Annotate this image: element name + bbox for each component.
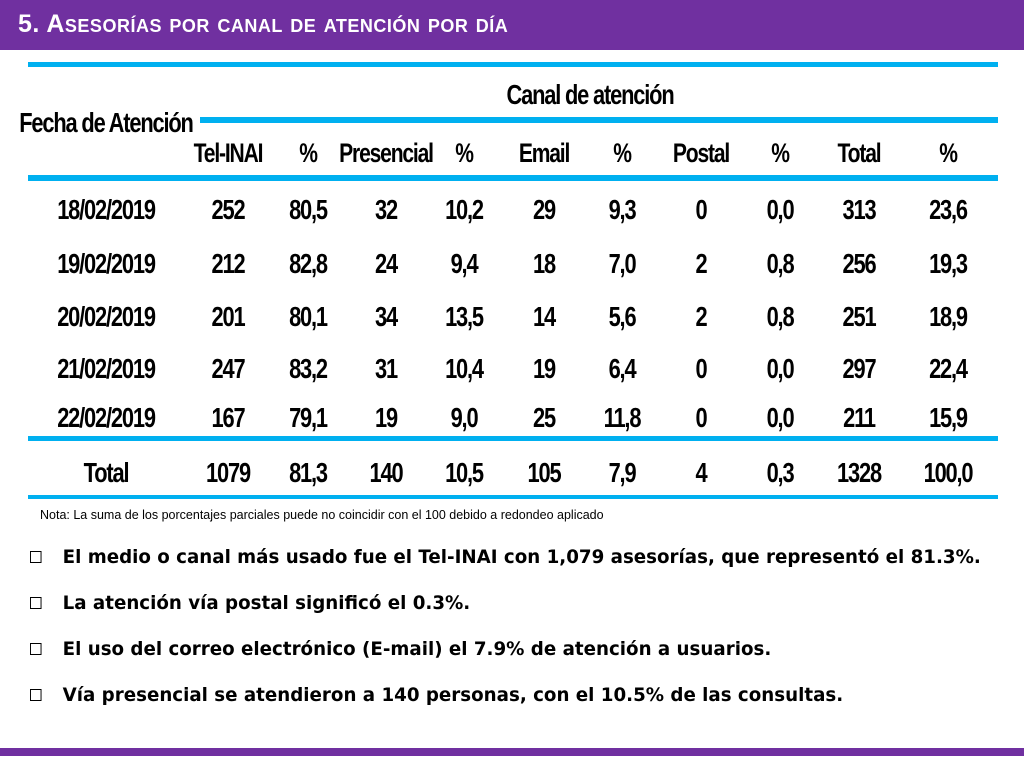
column-header: Tel-INAI <box>193 137 263 168</box>
table-cell: 23,6 <box>929 194 967 225</box>
checkbox-bullet-icon <box>30 643 42 655</box>
table-cell: 212 <box>211 248 245 279</box>
bullet-text: El medio o canal más usado fue el Tel-INAI con 1,079 asesorías, que representó el 81.3%. <box>62 546 981 568</box>
table-cell: 211 <box>843 402 875 433</box>
table-cell: 252 <box>211 194 245 225</box>
table-cell: 5,6 <box>608 301 636 332</box>
column-header: % <box>455 137 473 168</box>
table-cell: 0,8 <box>766 248 794 279</box>
table-cell: 0,0 <box>766 353 794 384</box>
total-cell: 10,5 <box>445 457 483 488</box>
table-cell: 80,5 <box>289 194 327 225</box>
slide-title: 5. Asesorías por canal de atención por día <box>18 10 509 38</box>
table-cell: 7,0 <box>608 248 636 279</box>
table-rule <box>28 175 998 181</box>
total-cell: 105 <box>527 457 561 488</box>
table-cell: 24 <box>375 248 397 279</box>
table-cell: 0 <box>695 353 707 384</box>
column-header: Postal <box>672 137 730 168</box>
column-header: % <box>771 137 789 168</box>
table-cell: 22,4 <box>929 353 967 384</box>
total-cell: 1328 <box>837 457 881 488</box>
table-cell: 29 <box>533 194 555 225</box>
table-cell: 9,0 <box>450 402 478 433</box>
data-table <box>19 62 998 498</box>
table-cell: 32 <box>375 194 397 225</box>
table-cell: 15,9 <box>929 402 967 433</box>
table-cell: 9,4 <box>450 248 478 279</box>
date-cell: 20/02/2019 <box>57 301 155 332</box>
column-header: Total <box>837 137 881 168</box>
bullet-item <box>30 546 981 568</box>
table-cell: 79,1 <box>289 402 327 433</box>
total-cell: 81,3 <box>289 457 327 488</box>
table-cell: 18 <box>533 248 555 279</box>
total-cell: 1079 <box>206 457 250 488</box>
table-cell: 83,2 <box>289 353 327 384</box>
checkbox-bullet-icon <box>30 689 42 701</box>
table-cell: 14 <box>533 301 555 332</box>
bullet-text: El uso del correo electrónico (E-mail) el 7.9% de atención a usuarios. <box>62 638 772 660</box>
table-cell: 0,0 <box>766 194 794 225</box>
table-cell: 247 <box>211 353 245 384</box>
checkbox-bullet-icon <box>30 551 42 563</box>
row-header: Fecha de Atención <box>19 107 193 138</box>
table-cell: 251 <box>842 301 876 332</box>
date-cell: 21/02/2019 <box>57 353 155 384</box>
table-cell: 0 <box>695 194 707 225</box>
table-cell: 10,2 <box>445 194 483 225</box>
date-cell: 22/02/2019 <box>57 402 155 433</box>
column-header: % <box>939 137 957 168</box>
table-cell: 19 <box>375 402 397 433</box>
table-cell: 9,3 <box>608 194 636 225</box>
table-cell: 6,4 <box>608 353 636 384</box>
table-cell: 0,8 <box>766 301 794 332</box>
group-header: Canal de atención <box>506 79 674 110</box>
bullet-item <box>30 638 771 660</box>
bullet-text: La atención vía postal significó el 0.3%. <box>62 592 471 614</box>
date-cell: 18/02/2019 <box>57 194 155 225</box>
total-cell: 0,3 <box>766 457 794 488</box>
column-header: % <box>613 137 631 168</box>
total-label: Total <box>83 457 129 488</box>
table-rule <box>28 62 998 67</box>
total-cell: 4 <box>695 457 707 488</box>
table-cell: 11,8 <box>603 402 641 433</box>
column-header: Presencial <box>339 137 433 168</box>
table-cell: 80,1 <box>289 301 327 332</box>
table-cell: 0 <box>695 402 707 433</box>
table-cell: 34 <box>375 301 397 332</box>
total-cell: 140 <box>369 457 403 488</box>
bottom-bar <box>0 748 1024 756</box>
table-cell: 297 <box>842 353 876 384</box>
table-cell: 19,3 <box>929 248 967 279</box>
table-cell: 25 <box>533 402 555 433</box>
table-cell: 13,5 <box>445 301 483 332</box>
table-cell: 19 <box>533 353 555 384</box>
date-cell: 19/02/2019 <box>57 248 155 279</box>
table-cell: 256 <box>842 248 876 279</box>
total-cell: 100,0 <box>923 457 973 488</box>
table-cell: 2 <box>695 248 707 279</box>
table-cell: 82,8 <box>289 248 327 279</box>
table-cell: 167 <box>211 402 245 433</box>
bullet-text: Vía presencial se atendieron a 140 personas, con el 10.5% de las consultas. <box>62 684 844 706</box>
table-cell: 18,9 <box>929 301 967 332</box>
bullet-item <box>30 684 843 706</box>
table-cell: 10,4 <box>445 353 483 384</box>
checkbox-bullet-icon <box>30 597 42 609</box>
table-cell: 2 <box>695 301 707 332</box>
table-cell: 0,0 <box>766 402 794 433</box>
title-bar <box>0 0 1024 50</box>
bullet-item <box>30 592 470 614</box>
table-rule <box>200 117 998 123</box>
table-cell: 201 <box>211 301 245 332</box>
table-note: Nota: La suma de los porcentajes parciales puede no coincidir con el 100 debido a redondeo aplicado <box>40 508 604 522</box>
total-cell: 7,9 <box>608 457 636 488</box>
table-cell: 313 <box>842 194 876 225</box>
table-cell: 31 <box>375 353 397 384</box>
column-header: Email <box>518 137 570 168</box>
column-header: % <box>299 137 317 168</box>
